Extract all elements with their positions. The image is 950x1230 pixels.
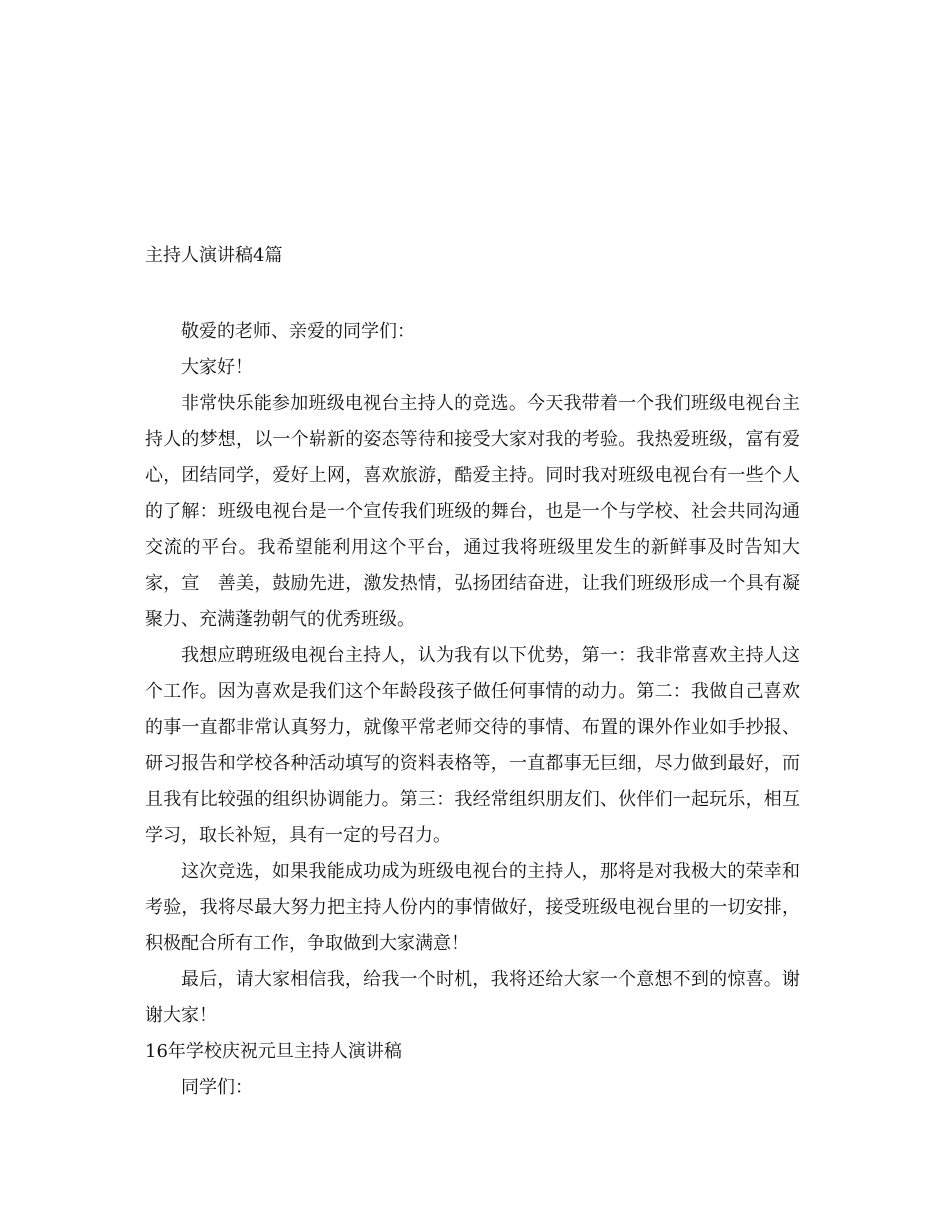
commitment-paragraph: 这次竞选，如果我能成功成为班级电视台的主持人，那将是对我极大的荣幸和考验，我将尽最大努力把主持人份内的事情做好，接受班级电视台里的一切安排，积极配合所有工作，争取做到大家满意！ xyxy=(145,861,800,954)
advantages-paragraph: 我想应聘班级电视台主持人，认为我有以下优势，第一：我非常喜欢主持人这个工作。因为喜欢是我们这个年龄段孩子做任何事情的动力。第二：我做自己喜欢的事一直都非常认真努力，就像平常老师交待的事情、布置的课外作业如手抄报、研习报告和学校各种活动填写的资料表格等，一直都事无巨细，尽力做到最好，而且我有比较强的组织协调能力。第三：我经常组织朋友们、伙伴们一起玩乐，相互学习，取长补短，具有一定的号召力。 xyxy=(145,645,800,846)
salutation-paragraph: 敬爱的老师、亲爱的同学们： xyxy=(181,321,415,342)
section2-greeting: 同学们： xyxy=(181,1077,253,1098)
closing-paragraph: 最后，请大家相信我，给我一个时机，我将还给大家一个意想不到的惊喜。谢谢大家！ xyxy=(145,969,800,1026)
section2-title: 16年学校庆祝元旦主持人演讲稿 xyxy=(145,1041,402,1062)
greeting-paragraph: 大家好！ xyxy=(181,357,253,378)
document-body xyxy=(145,314,800,1106)
intro-paragraph: 非常快乐能参加班级电视台主持人的竞选。今天我带着一个我们班级电视台主持人的梦想，以一个崭新的姿态等待和接受大家对我的考验。我热爱班级，富有爱心，团结同学，爱好上网，喜欢旅游，酷爱主持。同时我对班级电视台有一些个人的了解：班级电视台是一个宣传我们班级的舞台，也是一个与学校、社会共同沟通交流的平台。我希望能利用这个平台，通过我将班级里发生的新鲜事及时告知大家，宣 善美，鼓励先进，激发热情，弘扬团结奋进，让我们班级形成一个具有凝聚力、充满蓬勃朝气的优秀班级。 xyxy=(145,393,800,630)
document-title: 主持人演讲稿4篇 xyxy=(145,245,283,266)
